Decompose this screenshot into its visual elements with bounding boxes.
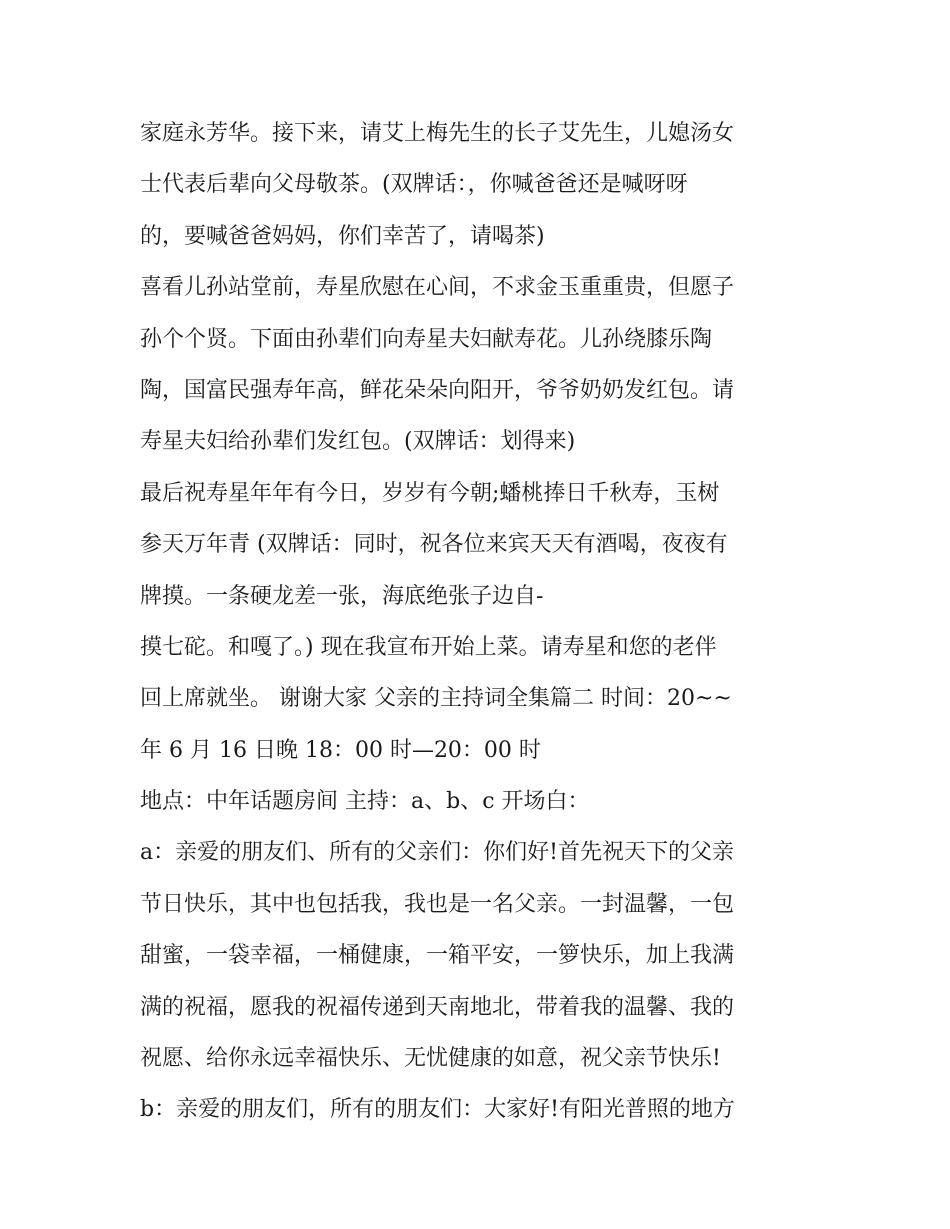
text-line: 的，要喊爸爸妈妈，你们幸苦了，请喝茶): [140, 223, 545, 249]
text-line: 祝愿、给你永远幸福快乐、无忧健康的如意，祝父亲节快乐!: [140, 1046, 721, 1072]
text-line: 回上席就坐。 谢谢大家 父亲的主持词全集篇二 时间：20~~: [140, 686, 732, 712]
text-line: 家庭永芳华。接下来，请艾上梅先生的长子艾先生，儿媳汤女: [140, 121, 735, 146]
text-line: 甜蜜，一袋幸福，一桶健康，一箱平安，一箩快乐，加上我满: [140, 943, 735, 969]
text-line: 摸七砣。和嘎了。) 现在我宣布开始上菜。请寿星和您的老伴: [140, 634, 717, 660]
text-line: 孙个个贤。下面由孙辈们向寿星夫妇献寿花。儿孙绕膝乐陶: [140, 326, 713, 352]
text-line: 士代表后辈向父母敬茶。(双牌话：，你喊爸爸还是喊呀呀: [140, 172, 688, 198]
text-line: a：亲爱的朋友们、所有的父亲们：你们好!首先祝天下的父亲: [140, 840, 734, 866]
text-line: 陶，国富民强寿年高，鲜花朵朵向阳开，爷爷奶奶发红包。请: [140, 377, 735, 403]
text-line: 参天万年青 (双牌话：同时，祝各位来宾天天有酒喝，夜夜有: [140, 532, 728, 558]
text-line: 年 6 月 16 日晚 18：00 时—20：00 时: [140, 737, 541, 763]
text-line: 牌摸。一条硬龙差一张，海底绝张子边自-: [140, 583, 544, 609]
text-line: 最后祝寿星年年有今日，岁岁有今朝;蟠桃捧日千秋寿，玉树: [140, 480, 720, 506]
text-line: 喜看儿孙站堂前，寿星欣慰在心间，不求金玉重重贵，但愿子: [140, 275, 735, 301]
text-line: 节日快乐，其中也包括我，我也是一名父亲。一封温馨，一包: [140, 891, 735, 917]
text-line: 寿星夫妇给孙辈们发红包。(双牌话：划得来): [140, 429, 576, 455]
text-line: 满的祝福，愿我的祝福传递到天南地北，带着我的温馨、我的: [140, 994, 735, 1020]
text-line: 地点：中年话题房间 主持：a、b、c 开场白：: [140, 789, 590, 815]
text-line: b：亲爱的朋友们，所有的朋友们：大家好!有阳光普照的地方: [140, 1097, 735, 1123]
body-text: [140, 108, 830, 1136]
